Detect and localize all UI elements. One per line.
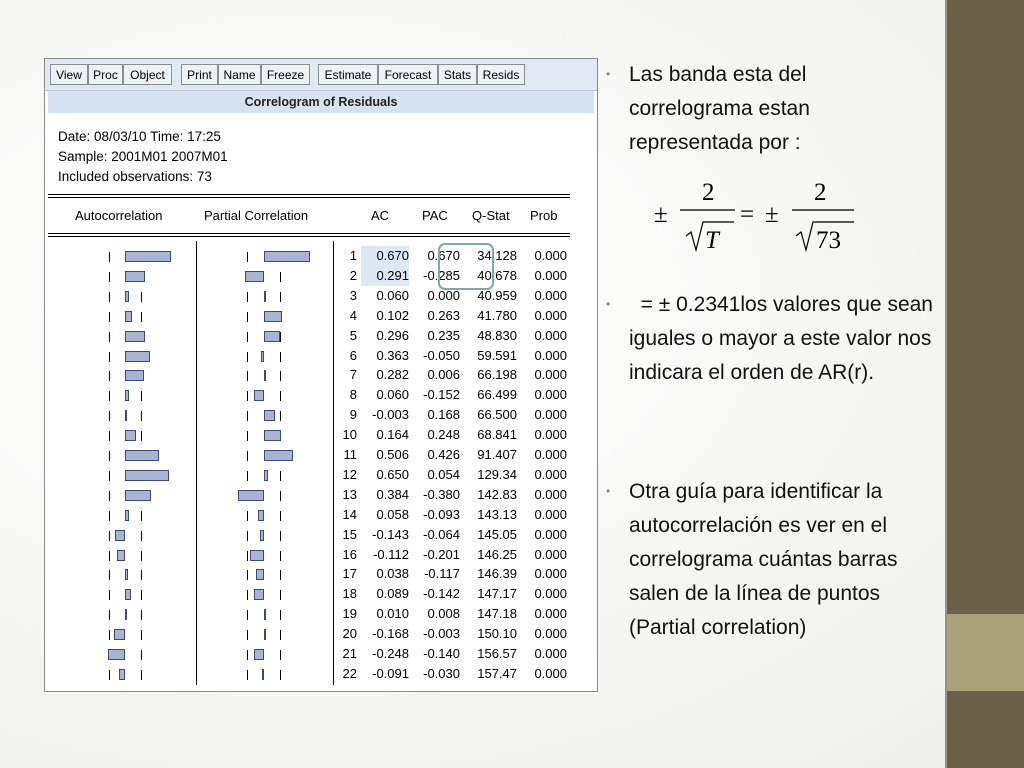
confidence-bound-mark [247,531,248,541]
partial-correlation-bar [264,450,293,461]
qstat-cell: 143.13 [477,506,517,522]
lag-cell: 1 [349,248,357,263]
pac-cell: 0.670 [427,248,460,263]
partial-correlation-bar [264,251,310,262]
confidence-bound-mark [280,491,281,501]
confidence-bound-mark [141,570,142,580]
pac-cell: -0.003 [423,626,460,642]
confidence-bound-mark [109,630,110,640]
lag-cell: 3 [349,287,357,303]
column-divider [333,241,334,685]
confidence-bound-mark [280,511,281,521]
separator [48,236,570,237]
prob-cell: 0.000 [534,287,567,303]
ac-cell: -0.168 [372,626,409,642]
qstat-cell: 147.17 [477,586,517,602]
ac-cell: 0.038 [376,566,409,582]
pac-cell: 0.235 [427,327,460,343]
prob-cell: 0.000 [534,267,567,283]
partial-correlation-bar [250,550,264,561]
ac-cell: 0.506 [376,447,409,462]
autocorrelation-bar [108,649,125,660]
partial-correlation-bar [238,490,264,501]
prob-cell: 0.000 [534,407,567,423]
partial-correlation-bar [264,470,268,481]
prob-cell: 0.000 [534,307,567,323]
ac-cell: 0.102 [376,307,409,323]
lag-cell: 16 [342,546,357,562]
autocorrelation-bar [125,351,150,362]
qstat-cell: 41.780 [477,307,517,323]
confidence-bound-mark [280,570,281,580]
formula-numerator-2: 2 [814,179,827,206]
confidence-bound-mark [280,371,281,381]
lag-cell: 7 [349,367,357,383]
confidence-bound-mark [280,531,281,541]
lag-cell: 14 [342,506,357,522]
eviews-correlogram-window [44,58,598,692]
ac-cell: -0.112 [373,546,409,562]
confidence-bound-mark [141,531,142,541]
confidence-bound-mark [109,391,110,401]
partial-correlation-bar [260,530,264,541]
ac-cell: 0.010 [376,606,409,622]
confidence-bound-mark [247,570,248,580]
pac-cell: 0.248 [427,427,460,443]
lag-cell: 8 [349,387,357,403]
lag-cell: 22 [342,665,357,681]
bullet-text-2: = ± 0.2341los valores que sean iguales o mayor a este valor nos indicara el orden de AR(r). [629,293,939,384]
autocorrelation-bar [125,311,132,322]
qstat-cell: 40.959 [477,287,517,303]
prob-cell: 0.000 [534,347,567,363]
partial-correlation-bar [264,291,266,302]
confidence-bound-mark [109,332,110,342]
confidence-bound-mark [141,411,142,421]
ac-cell: 0.282 [376,367,409,383]
lag-cell: 13 [342,486,357,502]
decorative-accent-block [947,614,1024,691]
prob-cell: 0.000 [534,387,567,403]
qstat-cell: 34.128 [477,248,517,263]
lag-cell: 12 [342,466,357,482]
confidence-bound-mark [280,352,281,362]
confidence-bound-mark [280,551,281,561]
prob-cell: 0.000 [534,606,567,622]
autocorrelation-bar [125,430,136,441]
autocorrelation-bar [125,410,127,421]
qstat-cell: 66.198 [477,367,517,383]
lag-cell: 17 [342,566,357,582]
ac-cell: 0.060 [376,387,409,403]
formula-pm-2: ± [765,201,779,228]
prob-cell: 0.000 [534,665,567,681]
autocorrelation-bar [125,370,144,381]
confidence-bound-mark [109,670,110,680]
ac-cell: -0.091 [372,665,409,681]
pac-cell: 0.006 [427,367,460,383]
autocorrelation-bar [125,569,128,580]
autocorrelation-bar [125,470,169,481]
prob-cell: 0.000 [534,566,567,582]
pac-cell: -0.380 [423,486,460,502]
name-button[interactable]: Name [218,64,261,85]
confidence-bound-mark [247,551,248,561]
confidence-bound-mark [109,471,110,481]
confidence-bound-mark [247,451,248,461]
confidence-bound-mark [109,570,110,580]
ac-cell: 0.164 [376,427,409,443]
pac-cell: 0.168 [427,407,460,423]
object-button[interactable]: Object [123,64,172,85]
lag-cell: 6 [349,347,357,363]
pac-cell: 0.008 [427,606,460,622]
confidence-bound-mark [109,610,110,620]
confidence-bound-mark [247,431,248,441]
confidence-bound-mark [280,292,281,302]
partial-correlation-bar [264,430,281,441]
partial-correlation-bar [245,271,264,282]
partial-correlation-bar [264,331,280,342]
bullet-dot: • [606,484,611,498]
ac-cell: -0.143 [372,526,409,542]
autocorrelation-bar [125,589,131,600]
partial-correlation-bar [261,351,264,362]
formula-equals: = [740,201,755,228]
lag-cell: 4 [349,307,357,323]
confidence-bound-mark [280,590,281,600]
confidence-bound-mark [141,610,142,620]
lag-cell: 2 [349,267,357,283]
confidence-bound-mark [247,511,248,521]
pac-cell: -0.140 [423,646,460,661]
confidence-bound-mark [280,650,281,660]
bullet-text-3: Otra guía para identificar la autocorrelación es ver en el correlograma cuántas barras salen de la línea de puntos (Partial correlation) [629,480,898,639]
confidence-bound-mark [247,391,248,401]
partial-correlation-bar [264,370,266,381]
ac-cell: -0.248 [372,646,409,661]
bullet-dot: • [606,67,611,81]
proc-button[interactable]: Proc [88,64,123,85]
ac-cell: 0.363 [376,347,409,363]
confidence-bound-mark [141,590,142,600]
prob-cell: 0.000 [534,626,567,642]
prob-cell: 0.000 [534,546,567,562]
estimate-button[interactable]: Estimate [318,64,378,85]
prob-cell: 0.000 [534,367,567,383]
lag-cell: 9 [349,407,357,423]
partial-correlation-bar [254,390,264,401]
confidence-bound-mark [280,610,281,620]
lag-cell: 15 [342,526,357,542]
confidence-bound-mark [247,252,248,262]
autocorrelation-bar [125,271,145,282]
qstat-cell: 59.591 [477,347,517,363]
ac-cell: 0.291 [376,267,409,283]
pac-cell: 0.263 [427,307,460,323]
forecast-button[interactable]: Forecast [378,64,438,85]
confidence-bound-mark [109,531,110,541]
stats-button[interactable]: Stats [438,64,477,85]
pac-cell: -0.142 [423,586,460,602]
autocorrelation-bar [125,609,127,620]
confidence-bound-mark [280,670,281,680]
pac-cell: 0.426 [427,447,460,462]
prob-header: Prob [530,208,558,223]
observations-line: Included observations: 73 [58,169,212,184]
qstat-cell: 142.83 [477,486,517,502]
confidence-bound-mark [109,411,110,421]
autocorrelation-bar [125,291,129,302]
confidence-bound-mark [109,312,110,322]
ac-header: AC [371,208,390,223]
bullet-dot: • [606,297,611,311]
autocorrelation-bar [125,450,159,461]
confidence-bound-mark [280,391,281,401]
sample-line: Sample: 2001M01 2007M01 [58,149,228,164]
prob-cell: 0.000 [534,586,567,602]
qstat-cell: 40.678 [477,267,517,283]
pac-cell: -0.030 [423,665,460,681]
print-button[interactable]: Print [181,64,218,85]
qstat-cell: 150.10 [477,626,517,642]
ac-cell: 0.670 [376,248,409,263]
date-line: Date: 08/03/10 Time: 17:25 [58,129,221,144]
pac-cell: 0.054 [427,466,460,482]
formula-numerator-1: 2 [702,179,715,206]
pac-cell: -0.117 [424,566,460,582]
qstat-cell: 48.830 [477,327,517,343]
confidence-bound-mark [109,491,110,501]
confidence-bound-mark [109,451,110,461]
confidence-bound-mark [247,650,248,660]
prob-cell: 0.000 [534,248,567,263]
qstat-cell: 156.57 [477,646,517,661]
confidence-bound-mark [109,371,110,381]
confidence-bound-mark [280,630,281,640]
autocorrelation-bar [117,550,125,561]
confidence-bound-mark [109,590,110,600]
qstat-cell: 145.05 [477,526,517,542]
confidence-bound-mark [280,411,281,421]
confidence-bound-mark [141,431,142,441]
formula-pm-1: ± [654,201,668,228]
partial-correlation-header: Partial Correlation [204,208,309,223]
confidence-bound-mark [247,670,248,680]
confidence-bound-mark [247,352,248,362]
ac-cell: 0.296 [376,327,409,343]
column-divider [196,241,197,685]
qstat-header: Q-Stat [472,208,510,223]
partial-correlation-bar [258,510,264,521]
autocorrelation-bar [125,510,129,521]
confidence-bound-mark [247,630,248,640]
confidence-bound-mark [141,650,142,660]
pac-cell: -0.064 [423,526,460,542]
confidence-bound-mark [141,511,142,521]
confidence-bound-mark [247,411,248,421]
confidence-bound-mark [280,272,281,282]
partial-correlation-bar [254,589,264,600]
confidence-bound-mark [247,471,248,481]
partial-correlation-bar [256,569,264,580]
confidence-bound-mark [280,471,281,481]
pac-cell: -0.285 [423,267,460,283]
lag-cell: 19 [342,606,357,622]
ac-cell: 0.060 [376,287,409,303]
confidence-bound-mark [109,352,110,362]
confidence-band-formula [650,170,870,260]
confidence-bound-mark [247,590,248,600]
confidence-bound-mark [247,292,248,302]
confidence-bound-mark [109,511,110,521]
prob-cell: 0.000 [534,427,567,443]
qstat-cell: 68.841 [477,427,517,443]
confidence-bound-mark [109,292,110,302]
pac-cell: -0.050 [423,347,460,363]
ac-cell: 0.058 [376,506,409,522]
qstat-cell: 146.25 [477,546,517,562]
confidence-bound-mark [109,431,110,441]
partial-correlation-bar [264,629,266,640]
bullet-text-1: Las banda esta del correlograma estan representada por : [629,63,810,154]
prob-cell: 0.000 [534,506,567,522]
confidence-bound-mark [247,312,248,322]
prob-cell: 0.000 [534,646,567,661]
partial-correlation-bar [264,609,266,620]
autocorrelation-header: Autocorrelation [75,208,163,223]
ac-cell: 0.384 [376,486,409,502]
confidence-bound-mark [141,312,142,322]
ac-cell: 0.650 [376,466,409,482]
prob-cell: 0.000 [534,526,567,542]
separator [48,233,570,234]
lag-cell: 21 [342,646,357,661]
confidence-bound-mark [141,551,142,561]
qstat-cell: 91.407 [477,447,517,462]
lag-cell: 18 [342,586,357,602]
confidence-bound-mark [141,670,142,680]
prob-cell: 0.000 [534,327,567,343]
partial-correlation-bar [254,649,264,660]
lag-cell: 5 [349,327,357,343]
lag-cell: 20 [342,626,357,642]
confidence-bound-mark [109,272,110,282]
prob-cell: 0.000 [534,466,567,482]
confidence-bound-mark [109,551,110,561]
window-title: Correlogram of Residuals [48,91,594,113]
formula-n: 73 [816,227,841,254]
confidence-bound-mark [141,630,142,640]
partial-correlation-bar [262,669,264,680]
autocorrelation-bar [125,331,145,342]
autocorrelation-bar [125,490,151,501]
pac-cell: 0.000 [427,287,460,303]
lag-cell: 11 [343,447,357,462]
pac-header: PAC [422,208,448,223]
partial-correlation-bar [264,311,282,322]
highlight-box [438,243,494,290]
view-button[interactable]: View [50,64,88,85]
freeze-button[interactable]: Freeze [261,64,310,85]
confidence-bound-mark [141,292,142,302]
partial-correlation-bar [264,410,275,421]
confidence-bound-mark [109,252,110,262]
separator [48,194,570,195]
autocorrelation-bar [114,629,125,640]
confidence-bound-mark [247,371,248,381]
prob-cell: 0.000 [534,486,567,502]
autocorrelation-bar [125,251,171,262]
resids-button[interactable]: Resids [477,64,525,85]
qstat-cell: 157.47 [477,665,517,681]
confidence-bound-mark [280,332,281,342]
formula-t: T [705,227,719,254]
prob-cell: 0.000 [534,447,567,462]
confidence-bound-mark [247,610,248,620]
toolbar [45,59,597,91]
autocorrelation-bar [115,530,125,541]
qstat-cell: 146.39 [477,566,517,582]
qstat-cell: 66.500 [477,407,517,423]
ac-cell: -0.003 [372,407,409,423]
qstat-cell: 129.34 [477,466,517,482]
confidence-bound-mark [247,332,248,342]
lag-cell: 10 [342,427,357,443]
autocorrelation-bar [119,669,125,680]
pac-cell: -0.152 [423,387,460,403]
autocorrelation-bar [125,390,129,401]
pac-cell: -0.093 [423,506,460,522]
qstat-cell: 66.499 [477,387,517,403]
separator [48,197,570,198]
ac-cell: 0.089 [376,586,409,602]
qstat-cell: 147.18 [477,606,517,622]
confidence-bound-mark [141,391,142,401]
pac-cell: -0.201 [423,546,460,562]
